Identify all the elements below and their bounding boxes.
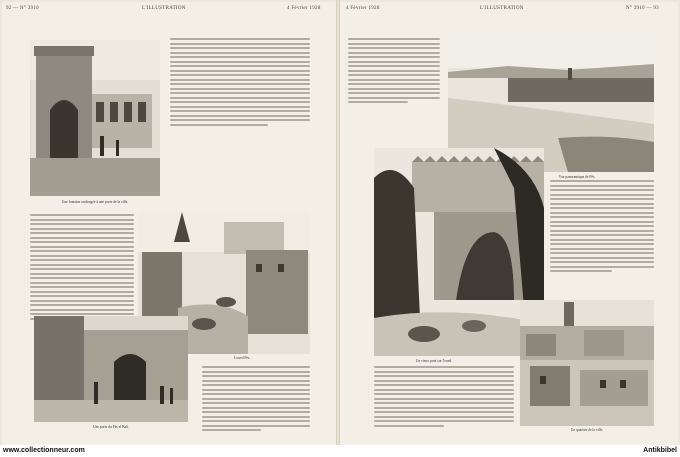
caption-oued-fes: L'oued Fès. <box>233 356 251 360</box>
right-article-column-middle <box>550 180 654 275</box>
left-date: 4 Février 1928 <box>287 6 321 11</box>
caption-gate-fountain: Une fontaine ombragée à une porte de la ville. <box>61 200 129 204</box>
left-page <box>2 2 336 445</box>
right-date: 4 Février 1928 <box>346 6 380 11</box>
article-column-top <box>170 38 310 128</box>
footer-left-text: www.collectionneur.com <box>3 447 85 454</box>
photo-old-bridge <box>374 148 544 356</box>
caption-panorama-fes: Vue panoramique de Fès. <box>558 175 596 179</box>
right-article-column-bottom <box>374 366 514 429</box>
right-article-column-top <box>348 38 440 106</box>
photo-fes-el-bali-gate <box>34 316 188 422</box>
caption-old-bridge: Un vieux pont sur l'oued. <box>415 359 453 363</box>
caption-town-quarter: Un quartier de la ville. <box>570 428 604 432</box>
article-column-left <box>30 214 134 322</box>
footer-bar <box>0 446 680 457</box>
article-column-bottom <box>202 366 310 434</box>
left-page-number: 92 — N° 3910 <box>6 6 39 11</box>
caption-fes-el-bali-gate: Une porte du Fès el Bali. <box>93 425 129 429</box>
photo-gate-fountain <box>30 40 160 196</box>
right-page-number: N° 3910 — 93 <box>626 6 659 11</box>
right-running-head: L'ILLUSTRATION <box>480 6 524 11</box>
right-page <box>340 2 678 445</box>
footer-right-text: Antikbibel <box>643 447 677 454</box>
left-running-head: L'ILLUSTRATION <box>142 6 186 11</box>
photo-town-quarter <box>520 300 654 426</box>
